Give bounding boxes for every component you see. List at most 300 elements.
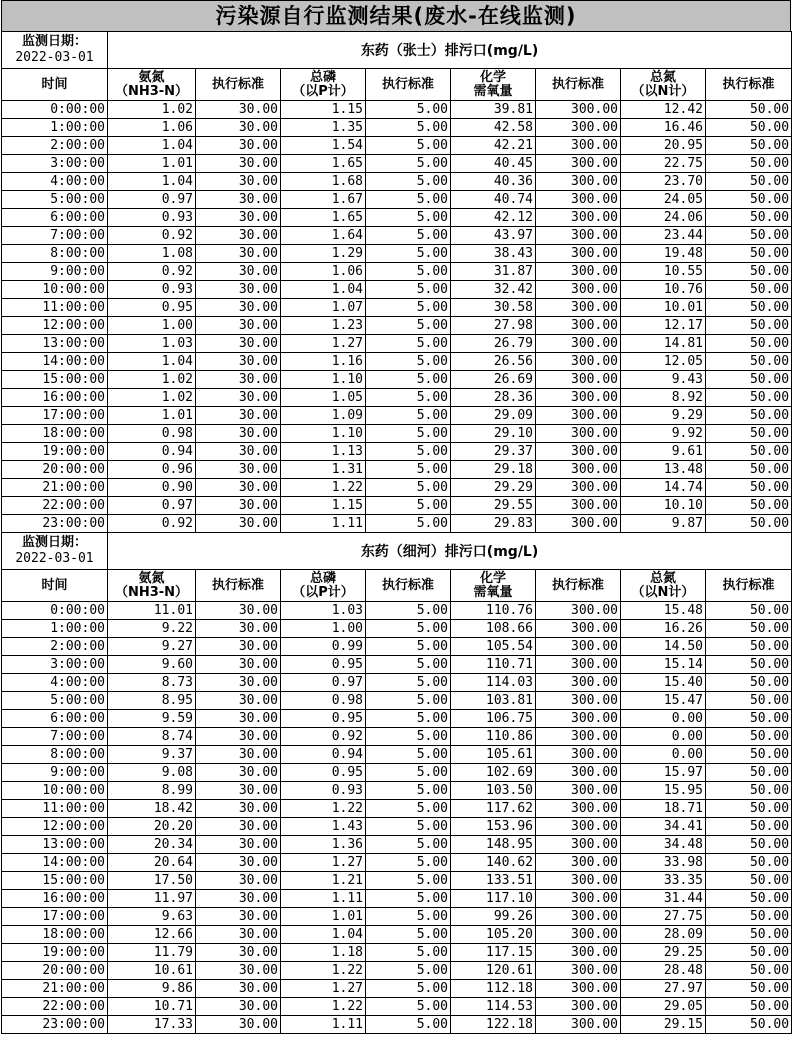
monitoring-table: [1, 31, 792, 1034]
value-cell: 5.00: [366, 1016, 451, 1034]
column-header: [2, 69, 108, 101]
value-cell: 5.00: [366, 119, 451, 137]
column-header-line1: 时间: [41, 577, 68, 593]
value-cell: 300.00: [536, 335, 621, 353]
value-cell: 5.00: [366, 371, 451, 389]
value-cell: 30.00: [196, 191, 281, 209]
value-cell: 0.96: [108, 461, 196, 479]
time-cell: 18:00:00: [2, 425, 108, 443]
value-cell: 18.71: [621, 800, 706, 818]
value-cell: 5.00: [366, 926, 451, 944]
time-cell: 11:00:00: [2, 800, 108, 818]
value-cell: 1.11: [281, 515, 366, 533]
table-row: [2, 461, 792, 479]
column-header: [621, 570, 706, 602]
value-cell: 12.66: [108, 926, 196, 944]
table-row: [2, 854, 792, 872]
value-cell: 5.00: [366, 101, 451, 119]
value-cell: 117.62: [451, 800, 536, 818]
value-cell: 30.00: [196, 335, 281, 353]
value-cell: 1.02: [108, 101, 196, 119]
value-cell: 10.71: [108, 998, 196, 1016]
value-cell: 30.00: [196, 155, 281, 173]
value-cell: 30.00: [196, 800, 281, 818]
value-cell: 300.00: [536, 944, 621, 962]
value-cell: 50.00: [706, 299, 792, 317]
value-cell: 50.00: [706, 620, 792, 638]
column-header-line1: 化学: [479, 69, 506, 85]
column-header-line1: 化学: [479, 570, 506, 586]
value-cell: 300.00: [536, 461, 621, 479]
value-cell: 120.61: [451, 962, 536, 980]
value-cell: 9.43: [621, 371, 706, 389]
time-cell: 5:00:00: [2, 191, 108, 209]
value-cell: 300.00: [536, 245, 621, 263]
value-cell: 5.00: [366, 155, 451, 173]
value-cell: 50.00: [706, 371, 792, 389]
value-cell: 1.08: [108, 245, 196, 263]
value-cell: 1.01: [108, 155, 196, 173]
value-cell: 30.00: [196, 980, 281, 998]
table-row: [2, 764, 792, 782]
table-row: [2, 656, 792, 674]
value-cell: 5.00: [366, 782, 451, 800]
value-cell: 1.05: [281, 389, 366, 407]
value-cell: 300.00: [536, 425, 621, 443]
table-row: [2, 638, 792, 656]
table-row: [2, 497, 792, 515]
value-cell: 0.95: [281, 764, 366, 782]
value-cell: 300.00: [536, 764, 621, 782]
value-cell: 300.00: [536, 353, 621, 371]
value-cell: 29.29: [451, 479, 536, 497]
value-cell: 0.98: [281, 692, 366, 710]
value-cell: 1.67: [281, 191, 366, 209]
time-cell: 22:00:00: [2, 998, 108, 1016]
value-cell: 5.00: [366, 638, 451, 656]
value-cell: 122.18: [451, 1016, 536, 1034]
column-header-line1: 执行标准: [722, 76, 775, 92]
value-cell: 300.00: [536, 818, 621, 836]
column-header: [196, 570, 281, 602]
value-cell: 5.00: [366, 281, 451, 299]
value-cell: 106.75: [451, 710, 536, 728]
value-cell: 17.50: [108, 872, 196, 890]
value-cell: 29.05: [621, 998, 706, 1016]
value-cell: 1.10: [281, 425, 366, 443]
value-cell: 1.11: [281, 890, 366, 908]
value-cell: 300.00: [536, 854, 621, 872]
column-header: [196, 69, 281, 101]
column-header-line2: （以N计）: [631, 584, 695, 600]
value-cell: 29.37: [451, 443, 536, 461]
value-cell: 102.69: [451, 764, 536, 782]
value-cell: 30.00: [196, 728, 281, 746]
column-header-line2: 需氧量: [473, 584, 513, 600]
time-cell: 10:00:00: [2, 782, 108, 800]
value-cell: 50.00: [706, 353, 792, 371]
value-cell: 5.00: [366, 764, 451, 782]
table-row: [2, 515, 792, 533]
value-cell: 39.81: [451, 101, 536, 119]
value-cell: 140.62: [451, 854, 536, 872]
value-cell: 29.83: [451, 515, 536, 533]
value-cell: 50.00: [706, 674, 792, 692]
table-row: [2, 407, 792, 425]
table-row: [2, 389, 792, 407]
value-cell: 5.00: [366, 317, 451, 335]
column-header: [451, 69, 536, 101]
value-cell: 1.35: [281, 119, 366, 137]
value-cell: 1.00: [108, 317, 196, 335]
value-cell: 1.23: [281, 317, 366, 335]
value-cell: 5.00: [366, 389, 451, 407]
table-row: [2, 944, 792, 962]
value-cell: 1.06: [281, 263, 366, 281]
value-cell: 0.98: [108, 425, 196, 443]
time-cell: 5:00:00: [2, 692, 108, 710]
value-cell: 50.00: [706, 209, 792, 227]
value-cell: 1.65: [281, 155, 366, 173]
table-row: [2, 998, 792, 1016]
value-cell: 11.97: [108, 890, 196, 908]
value-cell: 0.92: [281, 728, 366, 746]
value-cell: 0.99: [281, 638, 366, 656]
table-row: [2, 692, 792, 710]
value-cell: 29.09: [451, 407, 536, 425]
column-header-line2: （以N计）: [631, 83, 695, 99]
value-cell: 5.00: [366, 674, 451, 692]
time-cell: 14:00:00: [2, 854, 108, 872]
time-cell: 18:00:00: [2, 926, 108, 944]
value-cell: 1.07: [281, 299, 366, 317]
table-row: [2, 908, 792, 926]
value-cell: 0.90: [108, 479, 196, 497]
value-cell: 105.61: [451, 746, 536, 764]
value-cell: 108.66: [451, 620, 536, 638]
column-header: [281, 570, 366, 602]
table-row: [2, 674, 792, 692]
value-cell: 300.00: [536, 620, 621, 638]
column-header-line1: 执行标准: [211, 577, 264, 593]
value-cell: 0.94: [108, 443, 196, 461]
value-cell: 30.00: [196, 209, 281, 227]
value-cell: 30.00: [196, 854, 281, 872]
time-cell: 4:00:00: [2, 173, 108, 191]
value-cell: 1.68: [281, 173, 366, 191]
value-cell: 30.00: [196, 872, 281, 890]
value-cell: 40.45: [451, 155, 536, 173]
value-cell: 50.00: [706, 908, 792, 926]
value-cell: 50.00: [706, 173, 792, 191]
value-cell: 50.00: [706, 155, 792, 173]
monitoring-date: [2, 32, 108, 69]
value-cell: 300.00: [536, 299, 621, 317]
value-cell: 27.98: [451, 317, 536, 335]
value-cell: 13.48: [621, 461, 706, 479]
table-row: [2, 890, 792, 908]
table-row: [2, 281, 792, 299]
value-cell: 300.00: [536, 119, 621, 137]
value-cell: 50.00: [706, 764, 792, 782]
value-cell: 0.92: [108, 515, 196, 533]
value-cell: 1.54: [281, 137, 366, 155]
value-cell: 50.00: [706, 281, 792, 299]
value-cell: 30.00: [196, 674, 281, 692]
value-cell: 1.10: [281, 371, 366, 389]
value-cell: 50.00: [706, 782, 792, 800]
value-cell: 1.04: [108, 173, 196, 191]
time-cell: 16:00:00: [2, 389, 108, 407]
value-cell: 50.00: [706, 101, 792, 119]
table-body: [2, 32, 792, 1034]
value-cell: 28.36: [451, 389, 536, 407]
value-cell: 34.41: [621, 818, 706, 836]
value-cell: 1.04: [281, 926, 366, 944]
table-row: [2, 620, 792, 638]
time-cell: 3:00:00: [2, 656, 108, 674]
value-cell: 110.76: [451, 602, 536, 620]
value-cell: 26.56: [451, 353, 536, 371]
value-cell: 50.00: [706, 800, 792, 818]
value-cell: 33.35: [621, 872, 706, 890]
time-cell: 7:00:00: [2, 728, 108, 746]
value-cell: 1.22: [281, 800, 366, 818]
value-cell: 1.64: [281, 227, 366, 245]
value-cell: 10.10: [621, 497, 706, 515]
value-cell: 40.36: [451, 173, 536, 191]
value-cell: 0.92: [108, 227, 196, 245]
value-cell: 30.00: [196, 944, 281, 962]
value-cell: 23.44: [621, 227, 706, 245]
value-cell: 50.00: [706, 638, 792, 656]
time-cell: 19:00:00: [2, 443, 108, 461]
value-cell: 0.00: [621, 728, 706, 746]
value-cell: 1.03: [108, 335, 196, 353]
value-cell: 30.00: [196, 371, 281, 389]
value-cell: 38.43: [451, 245, 536, 263]
table-row: [2, 371, 792, 389]
value-cell: 50.00: [706, 728, 792, 746]
value-cell: 1.27: [281, 854, 366, 872]
value-cell: 1.02: [108, 389, 196, 407]
time-cell: 15:00:00: [2, 371, 108, 389]
value-cell: 24.05: [621, 191, 706, 209]
value-cell: 12.17: [621, 317, 706, 335]
value-cell: 0.97: [108, 497, 196, 515]
value-cell: 30.00: [196, 461, 281, 479]
value-cell: 50.00: [706, 692, 792, 710]
value-cell: 1.22: [281, 998, 366, 1016]
monitoring-sheet: [1, 0, 791, 1034]
column-header-line1: 执行标准: [381, 76, 434, 92]
value-cell: 110.71: [451, 656, 536, 674]
value-cell: 300.00: [536, 728, 621, 746]
value-cell: 1.01: [108, 407, 196, 425]
value-cell: 1.36: [281, 836, 366, 854]
value-cell: 5.00: [366, 728, 451, 746]
value-cell: 30.00: [196, 227, 281, 245]
value-cell: 148.95: [451, 836, 536, 854]
value-cell: 9.37: [108, 746, 196, 764]
value-cell: 50.00: [706, 479, 792, 497]
value-cell: 27.75: [621, 908, 706, 926]
column-header-line1: 总氮: [649, 570, 676, 586]
column-header-row: [2, 69, 792, 101]
value-cell: 1.43: [281, 818, 366, 836]
value-cell: 5.00: [366, 299, 451, 317]
value-cell: 9.08: [108, 764, 196, 782]
value-cell: 5.00: [366, 137, 451, 155]
value-cell: 5.00: [366, 998, 451, 1016]
value-cell: 117.10: [451, 890, 536, 908]
value-cell: 300.00: [536, 515, 621, 533]
value-cell: 30.00: [196, 317, 281, 335]
value-cell: 50.00: [706, 1016, 792, 1034]
outlet-name: 东药（张士）排污口(mg/L): [108, 32, 792, 69]
value-cell: 300.00: [536, 998, 621, 1016]
column-header-line2: （以P计）: [292, 584, 354, 600]
value-cell: 1.65: [281, 209, 366, 227]
value-cell: 50.00: [706, 119, 792, 137]
value-cell: 300.00: [536, 782, 621, 800]
value-cell: 300.00: [536, 1016, 621, 1034]
table-row: [2, 836, 792, 854]
value-cell: 300.00: [536, 692, 621, 710]
value-cell: 30.00: [196, 836, 281, 854]
value-cell: 1.06: [108, 119, 196, 137]
table-row: [2, 818, 792, 836]
value-cell: 300.00: [536, 191, 621, 209]
value-cell: 17.33: [108, 1016, 196, 1034]
value-cell: 20.64: [108, 854, 196, 872]
value-cell: 1.16: [281, 353, 366, 371]
value-cell: 300.00: [536, 227, 621, 245]
value-cell: 8.74: [108, 728, 196, 746]
value-cell: 1.29: [281, 245, 366, 263]
value-cell: 1.11: [281, 1016, 366, 1034]
value-cell: 30.00: [196, 818, 281, 836]
value-cell: 50.00: [706, 926, 792, 944]
section-info-row: [2, 32, 792, 69]
value-cell: 5.00: [366, 209, 451, 227]
value-cell: 300.00: [536, 602, 621, 620]
value-cell: 5.00: [366, 962, 451, 980]
value-cell: 5.00: [366, 836, 451, 854]
value-cell: 5.00: [366, 908, 451, 926]
value-cell: 22.75: [621, 155, 706, 173]
value-cell: 5.00: [366, 692, 451, 710]
time-cell: 0:00:00: [2, 101, 108, 119]
value-cell: 8.95: [108, 692, 196, 710]
value-cell: 5.00: [366, 227, 451, 245]
value-cell: 30.00: [196, 137, 281, 155]
time-cell: 15:00:00: [2, 872, 108, 890]
value-cell: 300.00: [536, 980, 621, 998]
time-cell: 13:00:00: [2, 335, 108, 353]
value-cell: 300.00: [536, 479, 621, 497]
table-row: [2, 728, 792, 746]
value-cell: 29.25: [621, 944, 706, 962]
value-cell: 30.00: [196, 425, 281, 443]
value-cell: 0.00: [621, 746, 706, 764]
value-cell: 300.00: [536, 407, 621, 425]
value-cell: 5.00: [366, 263, 451, 281]
value-cell: 20.34: [108, 836, 196, 854]
value-cell: 5.00: [366, 245, 451, 263]
column-header: [536, 570, 621, 602]
value-cell: 5.00: [366, 173, 451, 191]
value-cell: 19.48: [621, 245, 706, 263]
time-cell: 6:00:00: [2, 710, 108, 728]
value-cell: 5.00: [366, 800, 451, 818]
value-cell: 1.04: [108, 137, 196, 155]
value-cell: 300.00: [536, 836, 621, 854]
value-cell: 5.00: [366, 818, 451, 836]
value-cell: 30.00: [196, 620, 281, 638]
time-cell: 2:00:00: [2, 638, 108, 656]
value-cell: 5.00: [366, 353, 451, 371]
column-header: [536, 69, 621, 101]
value-cell: 14.50: [621, 638, 706, 656]
value-cell: 40.74: [451, 191, 536, 209]
value-cell: 300.00: [536, 872, 621, 890]
time-cell: 9:00:00: [2, 263, 108, 281]
value-cell: 5.00: [366, 710, 451, 728]
value-cell: 5.00: [366, 407, 451, 425]
table-row: [2, 353, 792, 371]
value-cell: 31.44: [621, 890, 706, 908]
value-cell: 300.00: [536, 674, 621, 692]
value-cell: 30.00: [196, 101, 281, 119]
value-cell: 30.58: [451, 299, 536, 317]
value-cell: 5.00: [366, 335, 451, 353]
value-cell: 5.00: [366, 515, 451, 533]
column-header: [366, 570, 451, 602]
value-cell: 43.97: [451, 227, 536, 245]
time-cell: 23:00:00: [2, 515, 108, 533]
value-cell: 30.00: [196, 515, 281, 533]
value-cell: 99.26: [451, 908, 536, 926]
value-cell: 0.93: [108, 281, 196, 299]
table-row: [2, 746, 792, 764]
time-cell: 12:00:00: [2, 818, 108, 836]
table-row: [2, 119, 792, 137]
time-cell: 22:00:00: [2, 497, 108, 515]
column-header: [108, 570, 196, 602]
time-cell: 6:00:00: [2, 209, 108, 227]
value-cell: 29.18: [451, 461, 536, 479]
time-cell: 13:00:00: [2, 836, 108, 854]
value-cell: 50.00: [706, 836, 792, 854]
time-cell: 8:00:00: [2, 746, 108, 764]
value-cell: 12.42: [621, 101, 706, 119]
value-cell: 5.00: [366, 872, 451, 890]
value-cell: 12.05: [621, 353, 706, 371]
value-cell: 5.00: [366, 191, 451, 209]
value-cell: 300.00: [536, 371, 621, 389]
value-cell: 5.00: [366, 944, 451, 962]
value-cell: 50.00: [706, 317, 792, 335]
value-cell: 1.22: [281, 962, 366, 980]
value-cell: 300.00: [536, 908, 621, 926]
value-cell: 30.00: [196, 281, 281, 299]
value-cell: 28.09: [621, 926, 706, 944]
value-cell: 14.74: [621, 479, 706, 497]
table-row: [2, 335, 792, 353]
value-cell: 133.51: [451, 872, 536, 890]
time-cell: 1:00:00: [2, 119, 108, 137]
